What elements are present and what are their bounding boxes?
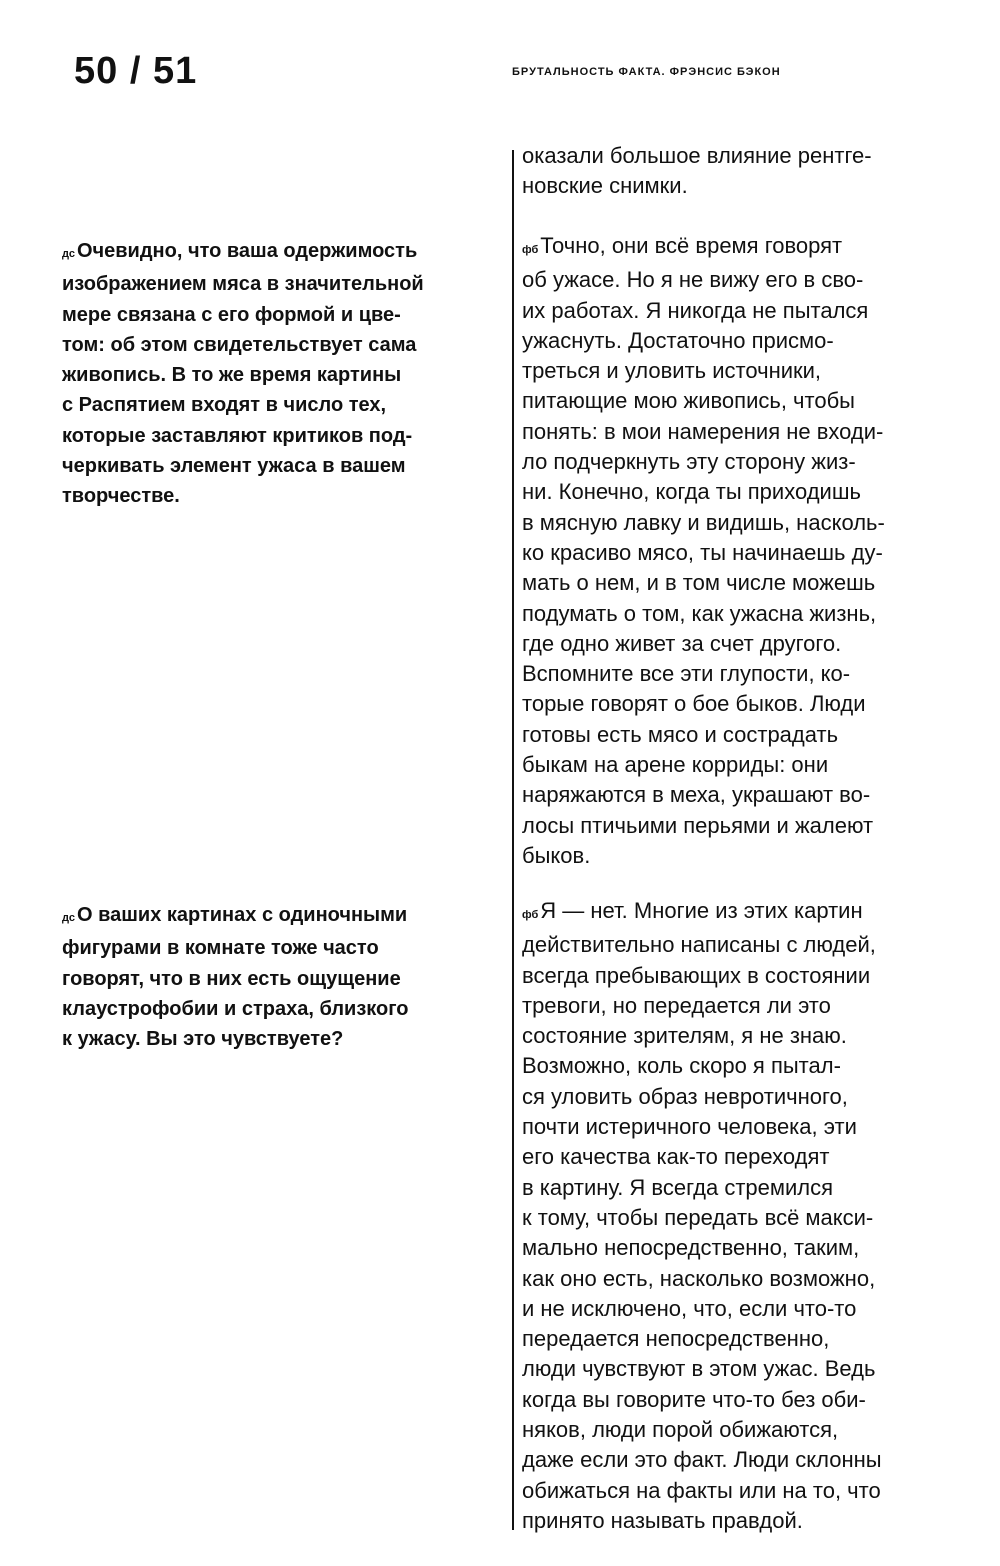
line-text: даже если это факт. Люди склонны <box>522 1447 882 1473</box>
line-text: об ужасе. Но я не вижу его в сво- <box>522 267 864 293</box>
text-line <box>62 481 502 511</box>
speaker-label: фб <box>522 909 539 921</box>
line-text: понять: в мои намерения не входи- <box>522 418 884 444</box>
line-text: Вспомните все эти глупости, ко- <box>522 661 851 687</box>
text-line <box>62 421 502 451</box>
text-line <box>522 930 970 960</box>
line-text: в картину. Я всегда стремился <box>522 1174 834 1200</box>
line-text: ко красиво мясо, ты начинаешь ду- <box>522 539 883 565</box>
running-title: БРУТАЛЬНОСТЬ ФАКТА. ФРЭНСИС БЭКОН <box>512 66 781 78</box>
text-line <box>522 1203 970 1233</box>
line-text: ло подчеркнуть эту сторону жиз- <box>522 449 856 475</box>
text-line <box>522 1082 970 1112</box>
line-text: почти истеричного человека, эти <box>522 1114 857 1140</box>
text-line <box>62 1024 502 1054</box>
line-text: в мясную лавку и видишь, насколь- <box>522 509 885 535</box>
text-line <box>522 1506 970 1536</box>
text-line <box>522 780 970 810</box>
text-line <box>62 360 502 390</box>
line-text: передается непосредственно, <box>522 1326 830 1352</box>
speaker-label: дс <box>62 912 75 924</box>
line-text: ни. Конечно, когда ты приходишь <box>522 479 861 505</box>
text-line <box>522 1354 970 1384</box>
line-text: мере связана с его формой и цве- <box>62 303 401 326</box>
text-line <box>62 933 502 963</box>
line-text: люди чувствуют в этом ужас. Ведь <box>522 1356 876 1382</box>
answer-block <box>522 896 970 1536</box>
text-line <box>522 296 970 326</box>
page-number: 50 / 51 <box>74 50 198 92</box>
text-line <box>62 330 502 360</box>
line-text: треться и уловить источники, <box>522 358 822 384</box>
line-text: черкивать элемент ужаса в вашем <box>62 455 406 478</box>
line-text: торые говорят о бое быков. Люди <box>522 691 866 717</box>
text-line <box>522 1051 970 1081</box>
text-line <box>522 231 970 265</box>
text-line <box>522 265 970 295</box>
line-text: подумать о том, как ужасна жизнь, <box>522 600 877 626</box>
line-text: няков, люди порой обижаются, <box>522 1417 839 1443</box>
line-text: клаустрофобии и страха, близкого <box>62 997 409 1020</box>
text-line <box>522 599 970 629</box>
text-line <box>522 171 970 201</box>
line-text: говорят, что в них есть ощущение <box>62 967 401 990</box>
line-text: его качества как-то переходят <box>522 1144 830 1170</box>
line-text: к тому, чтобы передать всё макси- <box>522 1204 874 1230</box>
line-text: Возможно, коль скоро я пытал- <box>522 1053 841 1079</box>
line-text: О ваших картинах с одиночными <box>76 904 408 926</box>
line-text: лосы птичьими перьями и жалеют <box>522 812 874 838</box>
line-text: том: об этом свидетельствует сама <box>62 333 417 356</box>
text-line <box>62 451 502 481</box>
text-line <box>522 417 970 447</box>
text-line <box>522 1112 970 1142</box>
line-text: мать о нем, и в том числе можешь <box>522 570 876 596</box>
line-text: оказали большое влияние рентге- <box>522 143 872 168</box>
text-line <box>522 629 970 659</box>
line-text: Я — нет. Многие из этих картин <box>540 898 863 923</box>
line-text: тревоги, но передается ли это <box>522 992 831 1018</box>
question-block <box>62 236 502 512</box>
question-block <box>62 900 502 1054</box>
text-line <box>62 900 502 933</box>
line-text: действительно написаны с людей, <box>522 932 876 958</box>
text-line <box>522 750 970 780</box>
line-text: наряжаются в меха, украшают во- <box>522 782 871 808</box>
text-line <box>522 961 970 991</box>
line-text: как оно есть, насколько возможно, <box>522 1265 876 1291</box>
line-text: быков. <box>522 842 591 868</box>
line-text: ся уловить образ невротичного, <box>522 1083 848 1109</box>
line-text: обижаться на факты или на то, что <box>522 1477 881 1503</box>
line-text: быкам на арене корриды: они <box>522 752 829 778</box>
line-text: живопись. В то же время картины <box>62 364 402 387</box>
text-line <box>522 568 970 598</box>
line-text: состояние зрителям, я не знаю. <box>522 1023 847 1049</box>
text-line <box>522 991 970 1021</box>
text-line <box>522 508 970 538</box>
text-line <box>522 841 970 871</box>
text-line <box>522 538 970 568</box>
text-line <box>522 659 970 689</box>
answer-continuation <box>522 141 970 202</box>
text-line <box>522 141 970 171</box>
line-text: где одно живет за счет другого. <box>522 630 842 656</box>
line-text: творчестве. <box>62 485 180 508</box>
line-text: их работах. Я никогда не пытался <box>522 297 869 323</box>
line-text: мально непосредственно, таким, <box>522 1235 860 1261</box>
line-text: ужаснуть. Достаточно присмо- <box>522 327 834 353</box>
answer-block <box>522 231 970 871</box>
line-text: новские снимки. <box>522 173 688 199</box>
line-text: с Распятием входят в число тех, <box>62 394 387 417</box>
text-line <box>62 390 502 420</box>
speaker-label: дс <box>62 248 75 260</box>
text-line <box>62 964 502 994</box>
text-line <box>522 1385 970 1415</box>
text-line <box>62 236 502 269</box>
speaker-label: фб <box>522 244 539 256</box>
text-line <box>522 1264 970 1294</box>
text-line <box>522 720 970 750</box>
text-line <box>62 994 502 1024</box>
line-text: которые заставляют критиков под- <box>62 424 413 447</box>
text-line <box>522 1021 970 1051</box>
text-line <box>522 1324 970 1354</box>
text-line <box>522 1233 970 1263</box>
line-text: готовы есть мясо и сострадать <box>522 721 839 747</box>
line-text: Точно, они всё время говорят <box>540 233 843 258</box>
line-text: питающие мою живопись, чтобы <box>522 388 855 414</box>
line-text: изображением мяса в значительной <box>62 273 424 296</box>
text-line <box>522 1445 970 1475</box>
line-text: всегда пребывающих в состоянии <box>522 962 871 988</box>
text-line <box>522 1415 970 1445</box>
text-line <box>522 447 970 477</box>
line-text: фигурами в комнате тоже часто <box>62 937 379 960</box>
text-line <box>522 326 970 356</box>
text-line <box>522 1173 970 1203</box>
column-divider <box>512 150 514 1530</box>
text-line <box>522 1294 970 1324</box>
text-line <box>522 811 970 841</box>
text-line <box>522 1142 970 1172</box>
text-line <box>522 477 970 507</box>
line-text: к ужасу. Вы это чувствуете? <box>62 1028 344 1051</box>
line-text: принято называть правдой. <box>522 1507 803 1533</box>
line-text: Очевидно, что ваша одержимость <box>76 240 418 262</box>
text-line <box>522 1476 970 1506</box>
line-text: когда вы говорите что-то без оби- <box>522 1386 866 1412</box>
text-line <box>522 896 970 930</box>
line-text: и не исключено, что, если что-то <box>522 1295 857 1321</box>
text-line <box>62 300 502 330</box>
text-line <box>62 269 502 299</box>
text-line <box>522 689 970 719</box>
text-line <box>522 386 970 416</box>
text-line <box>522 356 970 386</box>
